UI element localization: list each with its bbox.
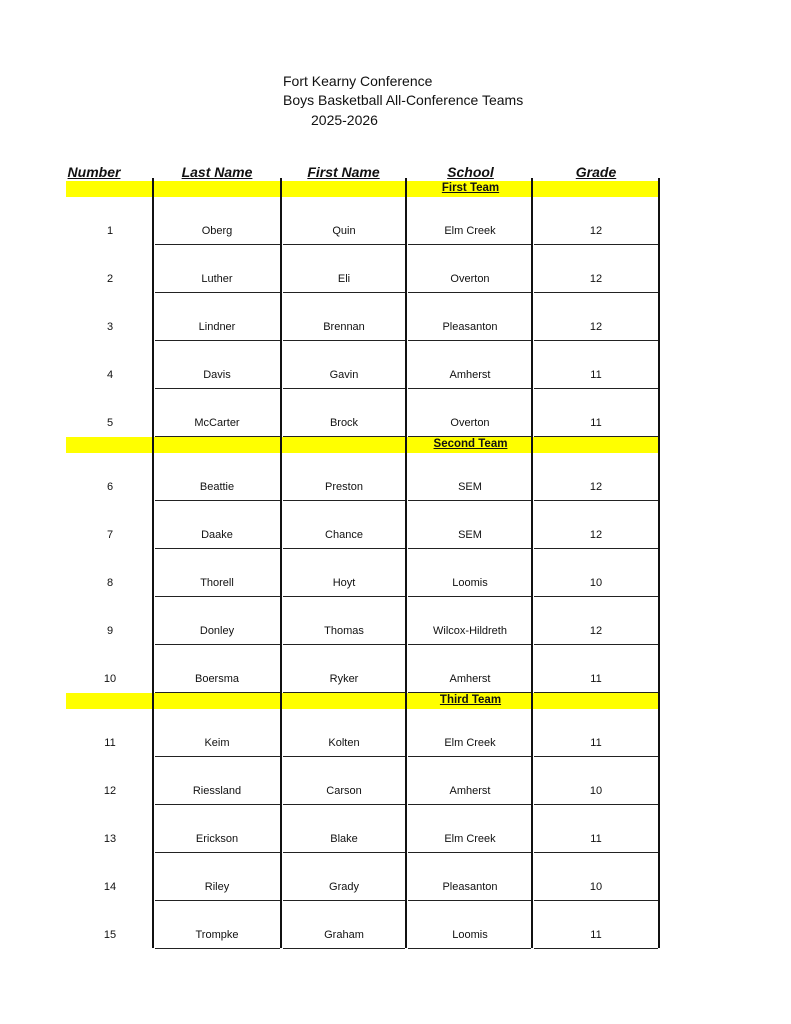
column-header-number: Number xyxy=(67,164,121,180)
row-divider xyxy=(534,900,658,901)
row-divider xyxy=(155,292,280,293)
row-divider xyxy=(283,900,405,901)
row-divider xyxy=(155,340,280,341)
player-number: 15 xyxy=(103,929,117,941)
player-school: SEM xyxy=(458,529,482,541)
row-divider xyxy=(408,756,531,757)
player-first-name: Grady xyxy=(329,881,359,893)
row-divider xyxy=(155,644,280,645)
row-divider xyxy=(408,500,531,501)
row-divider xyxy=(283,548,405,549)
player-number: 12 xyxy=(103,785,117,797)
player-last-name: Donley xyxy=(199,625,235,637)
player-grade: 10 xyxy=(589,785,603,797)
row-divider xyxy=(283,756,405,757)
row-divider xyxy=(283,500,405,501)
row-divider xyxy=(408,388,531,389)
player-first-name: Kolten xyxy=(328,737,360,749)
row-divider xyxy=(283,852,405,853)
player-number: 13 xyxy=(103,833,117,845)
row-divider xyxy=(534,292,658,293)
player-last-name: Lindner xyxy=(198,321,236,333)
column-divider xyxy=(531,178,533,948)
row-divider xyxy=(534,644,658,645)
column-divider xyxy=(658,178,660,948)
player-number: 9 xyxy=(106,625,114,637)
player-number: 8 xyxy=(106,577,114,589)
row-divider xyxy=(408,596,531,597)
player-school: Pleasanton xyxy=(442,881,498,893)
player-school: Loomis xyxy=(452,577,488,589)
row-divider xyxy=(408,852,531,853)
row-divider xyxy=(283,948,405,949)
row-divider xyxy=(283,644,405,645)
player-last-name: Davis xyxy=(203,369,231,381)
player-grade: 12 xyxy=(589,273,603,285)
row-divider xyxy=(155,244,280,245)
conference-title: Fort Kearny Conference xyxy=(283,73,433,89)
player-first-name: Blake xyxy=(330,833,358,845)
player-last-name: Keim xyxy=(204,737,230,749)
team-label: Second Team xyxy=(433,438,508,450)
player-number: 7 xyxy=(106,529,114,541)
player-first-name: Ryker xyxy=(329,673,359,685)
column-header-school: School xyxy=(447,164,494,180)
player-last-name: Daake xyxy=(201,529,233,541)
team-band-1 xyxy=(66,181,659,197)
row-divider xyxy=(155,548,280,549)
column-header-grade: Grade xyxy=(575,164,617,180)
player-school: Amherst xyxy=(449,785,491,797)
player-last-name: Oberg xyxy=(201,225,233,237)
player-school: Overton xyxy=(450,273,490,285)
player-school: Wilcox-Hildreth xyxy=(433,625,507,637)
row-divider xyxy=(155,388,280,389)
player-number: 3 xyxy=(106,321,114,333)
player-last-name: Boersma xyxy=(194,673,240,685)
row-divider xyxy=(155,500,280,501)
player-grade: 11 xyxy=(590,737,602,749)
row-divider xyxy=(283,340,405,341)
row-divider xyxy=(408,804,531,805)
row-divider xyxy=(534,388,658,389)
player-school: Loomis xyxy=(452,929,488,941)
row-divider xyxy=(283,804,405,805)
row-divider xyxy=(408,340,531,341)
player-first-name: Chance xyxy=(325,529,363,541)
row-divider xyxy=(534,948,658,949)
team-label: Third Team xyxy=(439,694,502,706)
row-divider xyxy=(283,596,405,597)
row-divider xyxy=(283,388,405,389)
column-header-last-name: Last Name xyxy=(181,164,253,180)
document-subtitle: Boys Basketball All-Conference Teams xyxy=(283,92,524,108)
player-first-name: Brennan xyxy=(323,321,365,333)
column-header-first-name: First Name xyxy=(307,164,380,180)
row-divider xyxy=(155,948,280,949)
player-first-name: Quin xyxy=(332,225,356,237)
player-first-name: Hoyt xyxy=(332,577,356,589)
player-last-name: Beattie xyxy=(199,481,235,493)
player-grade: 10 xyxy=(589,577,603,589)
player-school: Amherst xyxy=(449,369,491,381)
row-divider xyxy=(408,948,531,949)
player-school: Elm Creek xyxy=(444,225,496,237)
player-first-name: Carson xyxy=(326,785,362,797)
row-divider xyxy=(534,756,658,757)
player-school: Amherst xyxy=(449,673,491,685)
row-divider xyxy=(534,340,658,341)
player-grade: 11 xyxy=(590,673,602,685)
player-last-name: Luther xyxy=(201,273,233,285)
player-grade: 12 xyxy=(589,625,603,637)
row-divider xyxy=(408,244,531,245)
row-divider xyxy=(283,244,405,245)
player-grade: 11 xyxy=(590,929,602,941)
player-grade: 12 xyxy=(589,481,603,493)
column-divider xyxy=(280,178,282,948)
player-number: 14 xyxy=(103,881,117,893)
player-number: 6 xyxy=(106,481,114,493)
player-first-name: Brock xyxy=(329,417,359,429)
row-divider xyxy=(155,756,280,757)
player-grade: 11 xyxy=(590,833,602,845)
player-grade: 11 xyxy=(590,369,602,381)
player-first-name: Eli xyxy=(337,273,351,285)
player-school: Pleasanton xyxy=(442,321,498,333)
player-first-name: Preston xyxy=(325,481,363,493)
row-divider xyxy=(155,900,280,901)
player-number: 5 xyxy=(106,417,114,429)
row-divider xyxy=(534,548,658,549)
row-divider xyxy=(155,804,280,805)
row-divider xyxy=(534,596,658,597)
column-divider xyxy=(405,178,407,948)
row-divider xyxy=(408,548,531,549)
player-last-name: Erickson xyxy=(195,833,239,845)
player-school: SEM xyxy=(458,481,482,493)
player-first-name: Thomas xyxy=(324,625,364,637)
team-band-2 xyxy=(66,437,659,453)
row-divider xyxy=(408,292,531,293)
player-grade: 10 xyxy=(589,881,603,893)
row-divider xyxy=(155,852,280,853)
column-divider xyxy=(152,178,154,948)
player-grade: 12 xyxy=(589,529,603,541)
player-first-name: Gavin xyxy=(329,369,359,381)
row-divider xyxy=(534,500,658,501)
row-divider xyxy=(408,900,531,901)
player-number: 4 xyxy=(106,369,114,381)
row-divider xyxy=(534,244,658,245)
player-school: Elm Creek xyxy=(444,737,496,749)
player-grade: 12 xyxy=(589,225,603,237)
player-last-name: Riley xyxy=(204,881,230,893)
player-grade: 12 xyxy=(589,321,603,333)
player-number: 10 xyxy=(103,673,117,685)
player-number: 11 xyxy=(104,737,116,749)
player-school: Overton xyxy=(450,417,490,429)
player-number: 2 xyxy=(106,273,114,285)
row-divider xyxy=(534,852,658,853)
player-number: 1 xyxy=(106,225,114,237)
player-last-name: Trompke xyxy=(195,929,239,941)
row-divider xyxy=(283,292,405,293)
team-label: First Team xyxy=(441,182,500,194)
row-divider xyxy=(155,596,280,597)
row-divider xyxy=(534,804,658,805)
player-school: Elm Creek xyxy=(444,833,496,845)
row-divider xyxy=(408,644,531,645)
team-band-3 xyxy=(66,693,659,709)
player-first-name: Graham xyxy=(324,929,364,941)
player-last-name: McCarter xyxy=(194,417,240,429)
season-label: 2025-2026 xyxy=(311,112,378,128)
player-grade: 11 xyxy=(590,417,602,429)
player-last-name: Thorell xyxy=(200,577,234,589)
player-last-name: Riessland xyxy=(192,785,242,797)
